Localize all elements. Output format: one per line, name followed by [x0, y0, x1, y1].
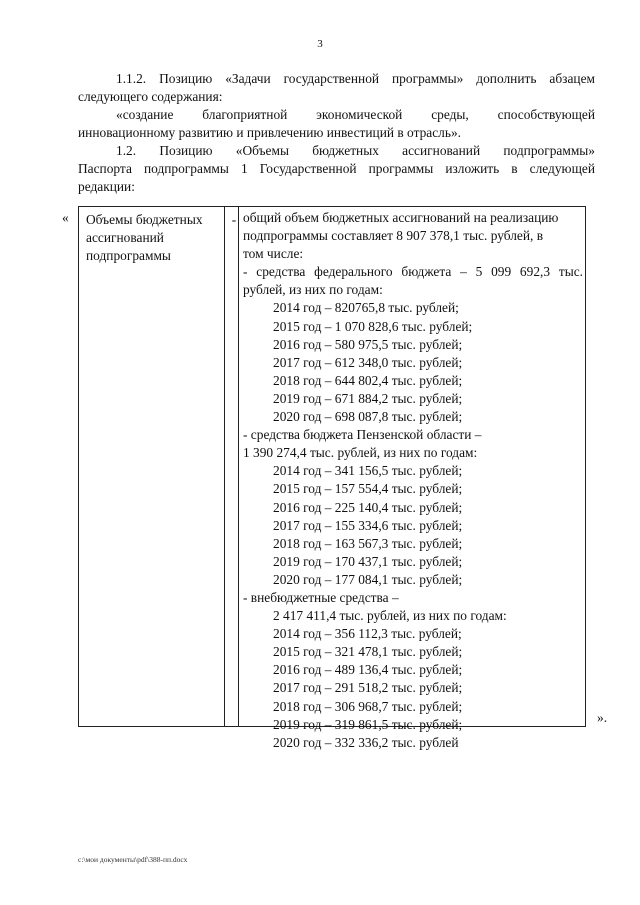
content-line: - средства федерального бюджета – 5 099 692,3 тыс. [243, 264, 583, 280]
content-line: рублей, из них по годам: [243, 282, 383, 298]
content-line: 2 417 411,4 тыс. рублей, из них по годам: [273, 608, 507, 624]
year-line: 2016 год – 489 136,4 тыс. рублей; [273, 662, 463, 678]
year-line: 2014 год – 820765,8 тыс. рублей; [273, 300, 459, 316]
paragraph-line: 1.2. Позицию «Объемы бюджетных ассигнований подпрограммы» [116, 143, 595, 158]
year-line: 2015 год – 321 478,1 тыс. рублей; [273, 644, 463, 660]
year-line: 2014 год – 341 156,5 тыс. рублей; [273, 463, 463, 479]
year-line: 2017 год – 291 518,2 тыс. рублей; [273, 680, 463, 696]
year-line: 2019 год – 319 861,5 тыс. рублей; [273, 716, 463, 732]
paragraph-1-1-2 [78, 70, 595, 106]
page-number: 3 [317, 38, 323, 50]
year-line: 2020 год – 332 336,2 тыс. рублей [273, 734, 459, 750]
table-label-cell [86, 211, 226, 265]
column-divider [238, 207, 239, 726]
quote-close: ». [597, 710, 608, 725]
year-line: 2018 год – 644 802,4 тыс. рублей; [273, 372, 463, 388]
paragraph-quote-and-1-2 [78, 106, 595, 196]
content-line: - внебюджетные средства – [243, 589, 399, 605]
content-line: - средства бюджета Пензенской области – [243, 427, 482, 443]
budget-table [78, 206, 586, 750]
paragraph-line: следующего содержания: [78, 89, 223, 104]
year-line: 2018 год – 163 567,3 тыс. рублей; [273, 535, 463, 551]
footer-file-path: c:\мои документы\pdf\388-пп.docx [78, 855, 188, 864]
year-line: 2017 год – 612 348,0 тыс. рублей; [273, 354, 463, 370]
year-line: 2020 год – 177 084,1 тыс. рублей; [273, 571, 463, 587]
year-line: 2016 год – 225 140,4 тыс. рублей; [273, 499, 463, 515]
table-dash-cell: - [231, 212, 237, 227]
year-line: 2015 год – 157 554,4 тыс. рублей; [273, 481, 463, 497]
year-line: 2018 год – 306 968,7 тыс. рублей; [273, 698, 463, 714]
year-line: 2017 год – 155 334,6 тыс. рублей; [273, 517, 463, 533]
content-line: общий объем бюджетных ассигнований на реализацию [243, 210, 559, 225]
column-divider [224, 207, 225, 726]
year-line: 2015 год – 1 070 828,6 тыс. рублей; [273, 318, 473, 334]
paragraph-line: Паспорта подпрограммы 1 Государственной программы изложить в следующей [78, 161, 595, 176]
label-line: ассигнований [86, 230, 164, 245]
paragraph-line: «создание благоприятной экономической среды, способствующей [116, 107, 595, 122]
label-line: Объемы бюджетных [86, 212, 203, 227]
content-line: том числе: [243, 246, 304, 262]
paragraph-line: редакции: [78, 179, 135, 194]
table-content-cell [243, 209, 583, 752]
content-line: 1 390 274,4 тыс. рублей, из них по годам: [243, 445, 478, 461]
quote-open: « [62, 210, 69, 225]
paragraph-line: 1.1.2. Позицию «Задачи государственной программы» дополнить абзацем [116, 71, 595, 86]
year-line: 2019 год – 170 437,1 тыс. рублей; [273, 553, 463, 569]
label-line: подпрограммы [86, 248, 171, 263]
year-line: 2019 год – 671 884,2 тыс. рублей; [273, 390, 463, 406]
year-line: 2016 год – 580 975,5 тыс. рублей; [273, 336, 463, 352]
year-line: 2014 год – 356 112,3 тыс. рублей; [273, 626, 462, 642]
paragraph-line: инновационному развитию и привлечению инвестиций в отрасль». [78, 125, 462, 140]
year-line: 2020 год – 698 087,8 тыс. рублей; [273, 409, 463, 425]
content-line: подпрограммы составляет 8 907 378,1 тыс. рублей, в [243, 228, 544, 244]
